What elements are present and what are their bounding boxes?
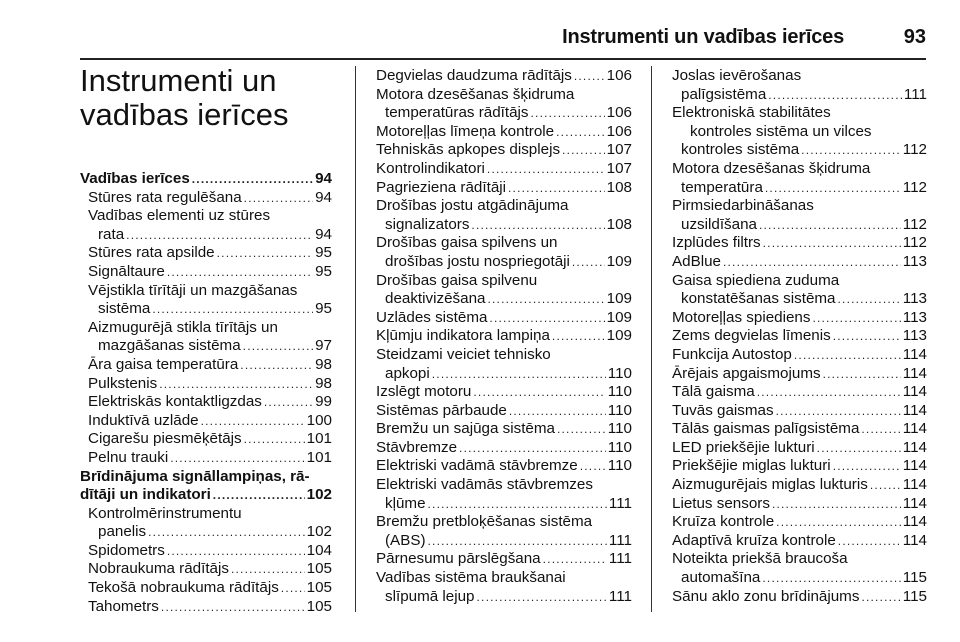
- toc-entry-label: Stūres rata apsilde: [88, 244, 215, 262]
- toc-page-number: 101: [306, 430, 332, 448]
- toc-entry-label: Izslēgt motoru: [376, 383, 472, 401]
- toc-entry[interactable]: [376, 67, 632, 86]
- toc-page-number: 112: [902, 141, 927, 159]
- toc-page-number: 105: [306, 579, 332, 597]
- toc-page-number: 114: [902, 345, 927, 363]
- toc-entry-label: Cigarešu piesmēķētājs: [88, 430, 242, 448]
- toc-entry-label: Motoreļļas spiediens: [672, 308, 811, 326]
- toc-entry-label: Sānu aklo zonu brīdinājums: [672, 587, 860, 605]
- dot-leader: [167, 263, 313, 282]
- toc-page-number: 110: [607, 438, 632, 456]
- dot-leader: [428, 495, 607, 514]
- toc-entry-label: Kruīza kontrole: [672, 513, 775, 531]
- toc-page-number: 94: [315, 188, 332, 206]
- toc-page-number: 112: [902, 215, 927, 233]
- toc-entry-label: Āra gaisa temperatūra: [88, 355, 239, 373]
- toc-entry[interactable]: [376, 383, 632, 402]
- dot-leader: [428, 532, 607, 551]
- chapter-title: Instrumenti un vadības ierīces: [80, 63, 289, 132]
- toc-entry[interactable]: [376, 123, 632, 142]
- toc-entry-label: Elektriskās kontaktligzdas: [88, 393, 262, 411]
- toc-entry[interactable]: [80, 579, 332, 598]
- toc-page-number: 111: [608, 550, 632, 568]
- toc-entry[interactable]: [672, 513, 927, 532]
- dot-leader: [861, 420, 900, 439]
- dot-leader: [833, 457, 901, 476]
- toc-entry-continuation[interactable]: [376, 588, 632, 607]
- dot-leader: [126, 226, 313, 245]
- toc-page-number: 108: [606, 215, 632, 233]
- dot-leader: [762, 569, 900, 588]
- toc-entry-label: (ABS): [385, 531, 426, 549]
- toc-entry-heading[interactable]: Drošības jostu atgādinājuma: [376, 197, 569, 215]
- toc-entry-label: Vadības ierīces: [80, 170, 190, 187]
- toc-column-3: [672, 67, 927, 606]
- toc-entry[interactable]: [80, 486, 332, 505]
- toc-entry[interactable]: [80, 430, 332, 449]
- dot-leader: [759, 216, 901, 235]
- toc-page-number: 105: [306, 560, 332, 578]
- toc-page-number: 110: [607, 420, 632, 438]
- toc-entry-label: Pārnesumu pārslēgšana: [376, 550, 541, 568]
- toc-entry-label: Bremžu un sajūga sistēma: [376, 420, 555, 438]
- toc-entry-continuation[interactable]: [672, 141, 927, 160]
- toc-entry-label: temperatūra: [681, 178, 763, 196]
- toc-entry-label: Izplūdes filtrs: [672, 234, 761, 252]
- toc-entry[interactable]: [376, 550, 632, 569]
- dot-leader: [823, 365, 901, 384]
- toc-entry-continuation[interactable]: [80, 337, 332, 356]
- toc-entry-continuation[interactable]: [672, 569, 927, 588]
- toc-page-number: 105: [306, 597, 332, 615]
- dot-leader: [432, 365, 606, 384]
- toc-page-number: 100: [306, 411, 332, 429]
- toc-entry-label: AdBlue: [672, 252, 721, 270]
- toc-page-number: 112: [902, 234, 927, 252]
- toc-entry-label: Tālās gaismas palīgsistēma: [672, 420, 860, 438]
- toc-entry[interactable]: [672, 365, 927, 384]
- toc-page-number: 110: [607, 401, 632, 419]
- toc-entry-label: panelis: [98, 523, 147, 541]
- toc-entry-heading[interactable]: Kontrolmērinstrumentu: [88, 504, 242, 522]
- toc-page-number: 109: [606, 290, 632, 308]
- toc-entry[interactable]: [80, 560, 332, 579]
- dot-leader: [817, 439, 901, 458]
- toc-entry[interactable]: [672, 327, 927, 346]
- toc-entry-label: Lietus sensors: [672, 494, 770, 512]
- toc-column-2: [376, 67, 632, 606]
- toc-entry[interactable]: [672, 495, 927, 514]
- dot-leader: [240, 356, 313, 375]
- toc-entry-continuation[interactable]: [376, 216, 632, 235]
- toc-entry[interactable]: [672, 253, 927, 272]
- toc-page-number: 114: [902, 438, 927, 456]
- toc-entry-label: drošības jostu nospriegotāji: [385, 252, 570, 270]
- toc-page-number: 107: [606, 159, 632, 177]
- toc-entry-label: kontroles sistēma: [681, 141, 800, 159]
- toc-entry-heading[interactable]: Elektroniskā stabilitātes: [672, 104, 831, 122]
- dot-leader: [801, 141, 901, 160]
- dot-leader: [201, 412, 305, 431]
- toc-page-number: 94: [315, 170, 332, 187]
- dot-leader: [509, 402, 606, 421]
- toc-entry[interactable]: [672, 457, 927, 476]
- toc-page-number: 110: [607, 364, 632, 382]
- toc-entry[interactable]: [80, 356, 332, 375]
- dot-leader: [531, 104, 605, 123]
- dot-leader: [838, 532, 901, 551]
- dot-leader: [768, 86, 902, 105]
- toc-entry-label: Tahometrs: [88, 597, 159, 615]
- dot-leader: [264, 393, 313, 412]
- toc-entry-continuation[interactable]: [672, 179, 927, 198]
- toc-entry-label: Priekšējie miglas lukturi: [672, 457, 831, 475]
- toc-entry-label: kļūme: [385, 494, 426, 512]
- toc-page-number: 111: [608, 494, 632, 512]
- toc-entry-label: Elektriski vadāmā stāvbremze: [376, 457, 578, 475]
- toc-page-number: 102: [306, 486, 332, 504]
- toc-entry[interactable]: [80, 412, 332, 431]
- dot-leader: [757, 383, 901, 402]
- toc-entry-label: apkopi: [385, 364, 430, 382]
- toc-page-number: 114: [902, 476, 927, 494]
- toc-entry-label: konstatēšanas sistēma: [681, 290, 836, 308]
- toc-entry-heading[interactable]: Vējstikla tīrītāji un mazgāšanas: [88, 281, 298, 299]
- toc-page-number: 95: [315, 262, 332, 280]
- toc-page-number: 98: [315, 355, 332, 373]
- toc-page-number: 113: [902, 290, 927, 308]
- toc-entry[interactable]: [672, 234, 927, 253]
- toc-entry-heading[interactable]: Motora dzesēšanas šķidruma: [672, 159, 871, 177]
- dot-leader: [281, 579, 305, 598]
- toc-entry[interactable]: [376, 179, 632, 198]
- toc-entry-label: mazgāšanas sistēma: [98, 337, 241, 355]
- dot-leader: [838, 290, 901, 309]
- toc-entry-label: LED priekšējie lukturi: [672, 438, 815, 456]
- toc-entry-label: Funkcija Autostop: [672, 345, 792, 363]
- dot-leader: [543, 550, 607, 569]
- toc-entry[interactable]: [80, 189, 332, 208]
- page-number: 93: [903, 26, 926, 48]
- toc-entry-label: Aizmugurējais miglas lukturis: [672, 476, 868, 494]
- running-header-title: Instrumenti un vadības ierīces: [562, 26, 844, 48]
- toc-entry-continuation[interactable]: [672, 216, 927, 235]
- toc-entry[interactable]: [80, 542, 332, 561]
- toc-entry-heading[interactable]: Joslas ievērošanas: [672, 67, 802, 84]
- dot-leader: [763, 234, 901, 253]
- toc-entry[interactable]: [672, 476, 927, 495]
- toc-entry-label: palīgsistēma: [681, 85, 767, 103]
- toc-entry[interactable]: [672, 532, 927, 551]
- dot-leader: [471, 216, 604, 235]
- dot-leader: [556, 123, 605, 142]
- toc-page-number: 95: [315, 244, 332, 262]
- toc-entry[interactable]: [80, 449, 332, 468]
- toc-page-number: 106: [606, 104, 632, 122]
- toc-page-number: 101: [306, 448, 332, 466]
- toc-entry-label: dītāji un indikatori: [80, 486, 211, 504]
- toc-entry-label: Pulkstenis: [88, 374, 158, 392]
- column-divider-2: [651, 66, 652, 612]
- dot-leader: [765, 179, 901, 198]
- toc-entry-heading[interactable]: Steidzami veiciet tehnisko: [376, 345, 551, 363]
- dot-leader: [794, 346, 901, 365]
- toc-entry[interactable]: [672, 588, 927, 607]
- toc-entry-label: Kontrolindikatori: [376, 159, 485, 177]
- dot-leader: [723, 253, 901, 272]
- toc-entry-label: automašīna: [681, 569, 761, 587]
- toc-entry-heading[interactable]: Motora dzesēšanas šķidruma: [376, 85, 575, 103]
- toc-entry-heading[interactable]: Brīdinājuma signāllampiņas, rā-: [80, 467, 310, 485]
- toc-entry-continuation[interactable]: [376, 290, 632, 309]
- dot-leader: [161, 598, 305, 617]
- dot-leader: [152, 300, 313, 319]
- dot-leader: [772, 495, 901, 514]
- toc-entry-label: slīpumā lejup: [385, 587, 475, 605]
- toc-page-number: 108: [606, 178, 632, 196]
- toc-page-number: 112: [902, 178, 927, 196]
- toc-entry-label: Kļūmju indikatora lampiņa: [376, 327, 550, 345]
- running-header: [80, 26, 926, 54]
- toc-page-number: 102: [306, 523, 332, 541]
- toc-page-number: 109: [606, 252, 632, 270]
- toc-page-number: 111: [608, 531, 632, 549]
- dot-leader: [244, 430, 305, 449]
- toc-entry-heading[interactable]: Drošības gaisa spilvenu: [376, 271, 538, 289]
- dot-leader: [489, 309, 604, 328]
- toc-entry-heading[interactable]: Gaisa spiediena zuduma: [672, 271, 840, 289]
- dot-leader: [562, 141, 605, 160]
- toc-entry-label: Uzlādes sistēma: [376, 308, 488, 326]
- toc-entry[interactable]: [80, 393, 332, 412]
- dot-leader: [231, 560, 305, 579]
- dot-leader: [217, 244, 313, 263]
- toc-entry[interactable]: [672, 420, 927, 439]
- toc-entry[interactable]: [672, 383, 927, 402]
- toc-page-number: 111: [608, 587, 632, 605]
- dot-leader: [508, 179, 605, 198]
- dot-leader: [870, 476, 901, 495]
- toc-entry-label: Sistēmas pārbaude: [376, 401, 507, 419]
- toc-entry-continuation[interactable]: [80, 226, 332, 245]
- toc-entry-continuation[interactable]: [376, 365, 632, 384]
- toc-entry-label: Tehniskās apkopes displejs: [376, 141, 561, 159]
- toc-entry[interactable]: [80, 244, 332, 263]
- toc-entry-continuation[interactable]: [376, 253, 632, 272]
- dot-leader: [487, 160, 605, 179]
- dot-leader: [557, 420, 606, 439]
- toc-entry-continuation[interactable]: [376, 495, 632, 514]
- toc-entry[interactable]: [80, 375, 332, 394]
- toc-entry-label: sistēma: [98, 300, 151, 318]
- toc-page-number: 114: [902, 364, 927, 382]
- toc-entry[interactable]: [376, 327, 632, 346]
- toc-entry[interactable]: [376, 160, 632, 179]
- dot-leader: [192, 170, 313, 189]
- toc-page-number: 110: [607, 383, 632, 401]
- toc-entry-heading[interactable]: Pirmsiedarbināšanas: [672, 197, 814, 215]
- toc-entry-label: Nobraukuma rādītājs: [88, 560, 229, 578]
- toc-entry-label: Degvielas daudzuma rādītājs: [376, 67, 572, 84]
- toc-entry[interactable]: [376, 420, 632, 439]
- toc-page-number: 109: [606, 308, 632, 326]
- dot-leader: [159, 375, 313, 394]
- dot-leader: [487, 290, 604, 309]
- dot-leader: [812, 309, 900, 328]
- toc-page-number: 106: [606, 67, 632, 84]
- toc-entry-heading[interactable]: Vadības sistēma braukšanai: [376, 569, 566, 587]
- toc-entry[interactable]: [376, 457, 632, 476]
- dot-leader: [552, 327, 605, 346]
- dot-leader: [477, 588, 607, 607]
- dot-leader: [580, 457, 606, 476]
- toc-entry-continuation[interactable]: [376, 532, 632, 551]
- toc-page-number: 107: [606, 141, 632, 159]
- dot-leader: [861, 588, 900, 607]
- dot-leader: [459, 439, 606, 458]
- toc-entry-label: Pagrieziena rādītāji: [376, 178, 507, 196]
- toc-entry-label: Signāltaure: [88, 262, 165, 280]
- toc-entry-heading[interactable]: Noteikta priekšā braucoša: [672, 550, 848, 568]
- dot-leader: [776, 513, 901, 532]
- toc-entry-continuation[interactable]: [672, 86, 927, 105]
- toc-page-number: 111: [903, 85, 927, 103]
- toc-entry-heading[interactable]: Drošības gaisa spilvens un: [376, 234, 558, 252]
- toc-entry[interactable]: [80, 598, 332, 617]
- toc-page-number: 106: [606, 122, 632, 140]
- dot-leader: [574, 67, 605, 86]
- toc-page-number: 114: [902, 457, 927, 475]
- toc-page-number: 94: [315, 225, 332, 243]
- toc-page-number: 97: [315, 337, 332, 355]
- toc-page-number: 113: [902, 252, 927, 270]
- toc-page-number: 115: [902, 569, 927, 587]
- toc-entry-label: Adaptīvā kruīza kontrole: [672, 531, 836, 549]
- dot-leader: [572, 253, 605, 272]
- toc-page-number: 113: [902, 327, 927, 345]
- toc-page-number: 114: [902, 420, 927, 438]
- toc-entry[interactable]: [376, 141, 632, 160]
- dot-leader: [833, 327, 901, 346]
- toc-entry-label: Induktīvā uzlāde: [88, 411, 199, 429]
- toc-entry-heading[interactable]: Vadības elementi uz stūres: [88, 207, 271, 225]
- toc-entry-label: uzsildīšana: [681, 215, 757, 233]
- toc-column-1: [80, 170, 332, 616]
- toc-page-number: 114: [902, 383, 927, 401]
- dot-leader: [148, 523, 305, 542]
- dot-leader: [473, 383, 605, 402]
- toc-page-number: 110: [607, 457, 632, 475]
- toc-page-number: 99: [315, 393, 332, 411]
- toc-entry[interactable]: [376, 309, 632, 328]
- toc-entry-label: rata: [98, 225, 125, 243]
- toc-entry-label: signalizators: [385, 215, 470, 233]
- toc-entry-heading[interactable]: Bremžu pretbloķēšanas sistēma: [376, 513, 593, 531]
- toc-entry-continuation[interactable]: [80, 300, 332, 319]
- toc-entry-label: Pelnu trauki: [88, 448, 169, 466]
- toc-entry-heading[interactable]: kontroles sistēma un vilces: [690, 122, 872, 140]
- toc-entry-continuation[interactable]: [80, 523, 332, 542]
- toc-entry-label: Stūres rata regulēšana: [88, 188, 242, 206]
- toc-entry-label: Spidometrs: [88, 541, 165, 559]
- toc-page-number: 98: [315, 374, 332, 392]
- toc-entry-continuation[interactable]: [376, 104, 632, 123]
- toc-entry-label: Motoreļļas līmeņa kontrole: [376, 122, 555, 140]
- dot-leader: [170, 449, 304, 468]
- toc-page-number: 104: [306, 541, 332, 559]
- toc-entry-label: deaktivizēšana: [385, 290, 486, 308]
- toc-entry-label: Tekošā nobraukuma rādītājs: [88, 579, 279, 597]
- toc-entry[interactable]: [672, 346, 927, 365]
- toc-page-number: 114: [902, 401, 927, 419]
- toc-entry[interactable]: [376, 402, 632, 421]
- toc-entry[interactable]: [80, 263, 332, 282]
- toc-entry-label: Tuvās gaismas: [672, 401, 774, 419]
- toc-entry-label: Tālā gaisma: [672, 383, 755, 401]
- dot-leader: [243, 337, 313, 356]
- header-rule: [80, 58, 926, 60]
- toc-page-number: 114: [902, 513, 927, 531]
- toc-page-number: 113: [902, 308, 927, 326]
- toc-entry[interactable]: [376, 439, 632, 458]
- toc-entry-label: temperatūras rādītājs: [385, 104, 529, 122]
- toc-entry-label: Stāvbremze: [376, 438, 458, 456]
- toc-entry[interactable]: [672, 402, 927, 421]
- toc-entry-heading[interactable]: Aizmugurējā stikla tīrītājs un: [88, 318, 278, 336]
- toc-page-number: 95: [315, 300, 332, 318]
- dot-leader: [213, 486, 305, 505]
- toc-page-number: 109: [606, 327, 632, 345]
- dot-leader: [244, 189, 313, 208]
- toc-entry-heading[interactable]: Elektriski vadāmās stāvbremzes: [376, 476, 593, 494]
- toc-entry[interactable]: [80, 170, 332, 189]
- toc-entry-label: Zems degvielas līmenis: [672, 327, 831, 345]
- toc-page-number: 114: [902, 494, 927, 512]
- toc-entry[interactable]: [672, 309, 927, 328]
- toc-entry[interactable]: [672, 439, 927, 458]
- toc-entry-label: Ārējais apgaismojums: [672, 364, 821, 382]
- toc-entry-continuation[interactable]: [672, 290, 927, 309]
- toc-page-number: 114: [902, 531, 927, 549]
- dot-leader: [167, 542, 305, 561]
- toc-page-number: 115: [902, 587, 927, 605]
- dot-leader: [776, 402, 901, 421]
- column-divider-1: [355, 66, 356, 612]
